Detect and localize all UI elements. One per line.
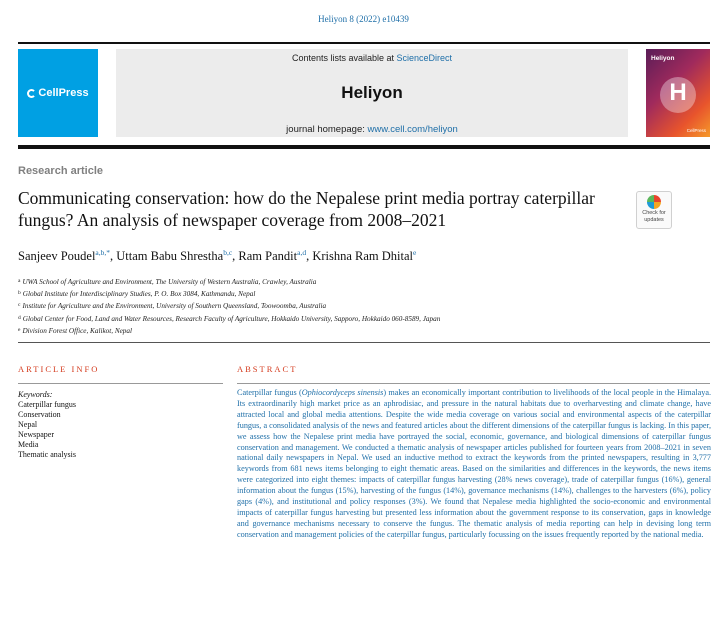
affiliation-label: a — [18, 278, 21, 284]
cover-brand: CellPress — [686, 128, 706, 133]
abstract-text[interactable] — [237, 388, 711, 541]
sciencedirect-link[interactable]: ScienceDirect — [396, 53, 453, 63]
author-affiliation-marker[interactable]: e — [413, 248, 417, 257]
keyword-item: Nepal — [18, 420, 38, 429]
affiliation-item — [18, 313, 708, 325]
affiliation-text: UWA School of Agriculture and Environment, The University of Western Australia, Crawley, Australia — [22, 278, 317, 286]
keywords-label: Keywords: — [18, 390, 53, 399]
updates-text-line-1: Check for — [642, 210, 666, 216]
article-title: Communicating conservation: how do the Nepalese print media portray caterpillar fungus? An analysis of newspaper coverage from 2008–2021 — [18, 188, 595, 230]
publisher-logo-box[interactable] — [18, 49, 98, 137]
contents-prefix: Contents lists available at — [291, 53, 397, 63]
author-name[interactable]: Ram Pandit — [238, 249, 298, 263]
affiliation-label: c — [18, 302, 21, 309]
cover-letter: H — [669, 79, 687, 106]
keyword-item: Media — [18, 440, 39, 449]
author-name[interactable]: Uttam Babu Shrestha — [116, 249, 224, 263]
homepage-line — [116, 124, 628, 135]
check-for-updates-button[interactable] — [636, 191, 672, 229]
keyword-item: Conservation — [18, 410, 61, 419]
author-separator: , — [110, 249, 117, 263]
affiliation-label: b — [18, 290, 21, 297]
affiliation-text: Institute for Agriculture and the Environment, University of Southern Queensland, Toowoomba, Australia — [22, 302, 327, 311]
affiliation-label: e — [18, 326, 21, 333]
affiliation-text: Global Institute for Interdisciplinary Studies, P. O. Box 3084, Kathmandu, Nepal — [22, 290, 256, 299]
affiliation-item — [18, 300, 708, 312]
updates-text-line-2: updates — [644, 216, 664, 223]
author-separator: , — [232, 249, 239, 263]
article-info-heading: ARTICLE INFO — [18, 364, 100, 374]
header-bottom-rule — [18, 145, 710, 149]
affiliation-list — [18, 276, 708, 337]
affiliation-item — [18, 325, 708, 337]
affiliation-item — [18, 276, 708, 288]
author-list — [18, 248, 708, 264]
cellpress-logo-text: CellPress — [38, 87, 89, 99]
header-top-rule — [18, 42, 710, 44]
journal-reference[interactable]: Heliyon 8 (2022) e10439 — [318, 14, 409, 24]
keywords-block — [18, 390, 223, 460]
affiliation-item — [18, 288, 708, 300]
keyword-item: Newspaper — [18, 430, 54, 439]
keyword-item: Thematic analysis — [18, 450, 76, 459]
author-affiliation-marker[interactable]: a,b,* — [95, 248, 111, 257]
section-divider — [18, 342, 710, 343]
cellpress-logo — [27, 87, 88, 99]
cellpress-mark-icon — [27, 89, 36, 98]
journal-cover-thumbnail[interactable] — [646, 49, 710, 137]
abstract-rule — [237, 383, 710, 384]
author-affiliation-marker[interactable]: a,d — [297, 248, 307, 257]
journal-masthead — [116, 49, 628, 137]
article-type: Research article — [18, 165, 103, 177]
abstract-lead: Caterpillar fungus ( — [237, 388, 302, 397]
journal-title: Heliyon — [341, 83, 403, 102]
cover-label: Heliyon — [651, 55, 675, 62]
homepage-link[interactable]: www.cell.com/heliyon — [367, 124, 458, 135]
affiliation-text: Global Center for Food, Land and Water Resources, Research Faculty of Agriculture, Hokkaido University, Sapporo, Hokkaido 060-8589, Japan — [22, 314, 441, 323]
homepage-prefix: journal homepage: — [286, 124, 368, 135]
affiliation-text: Division Forest Office, Kalikot, Nepal — [22, 326, 132, 335]
article-info-rule — [18, 383, 223, 384]
species-name: Ophiocordyceps sinensis — [301, 388, 384, 397]
author-name[interactable]: Krishna Ram Dhital — [312, 249, 414, 263]
bookmark-update-icon — [647, 195, 661, 209]
abstract-body: ) makes an economically important contribution to livelihoods of the local people in the Himalaya. Its extraordinarily high market price as an aphrodisiac, and pressure in the natural habitats due to overharvesting and climate change, have attracted local and global media attentions. Despite the wide media coverage on various social and environmental aspects of the caterpillar fungus, a consolidated analysis of the news and featured articles about the different dimensions of the caterpillar fungus is lacking. In this paper, we assess how the Nepalese print media have portrayed the social, economic, governance, and biological dimensions of caterpillar fungus conservation and management. We conducted a thematic analysis of newspaper articles published for fourteen years from 2008–2021 in seven national daily newspapers in Nepal. We used an inductive method to extract the keywords from the printed newspapers, resulting in 3,777 keywords from 681 news items belonging to eight thematic areas. Based on the similarities and differences in the keywords, the news items were categorized into eight themes: impacts of caterpillar fungus harvesting (28% news coverage), trade of caterpillar fungus (16%), general information about the fungus (15%), harvesting of the fungus (14%), governance mechanisms (14%), challenges to the harvesters (6%), policy gaps (4%), and institutional and policy responses (3%). We found that Nepalese media highlighted the socio-economic and environmental impacts of caterpillar fungus harvesting but presented less information about the government response to its conservation, gaps in knowledge and governance mechanisms necessary to conserve the fungus. The thematic analysis of media reporting can help in devising long term conservation and management policies of the caterpillar fungus, particularly focussing on the issues frequently reported by the national media. — [237, 388, 711, 539]
affiliation-label: d — [18, 314, 21, 321]
author-separator: , — [306, 249, 313, 263]
abstract-heading: ABSTRACT — [237, 364, 298, 374]
author-name[interactable]: Sanjeev Poudel — [18, 249, 96, 263]
keyword-item: Caterpillar fungus — [18, 400, 76, 409]
contents-line — [116, 53, 628, 63]
author-affiliation-marker[interactable]: b,c — [223, 248, 233, 257]
